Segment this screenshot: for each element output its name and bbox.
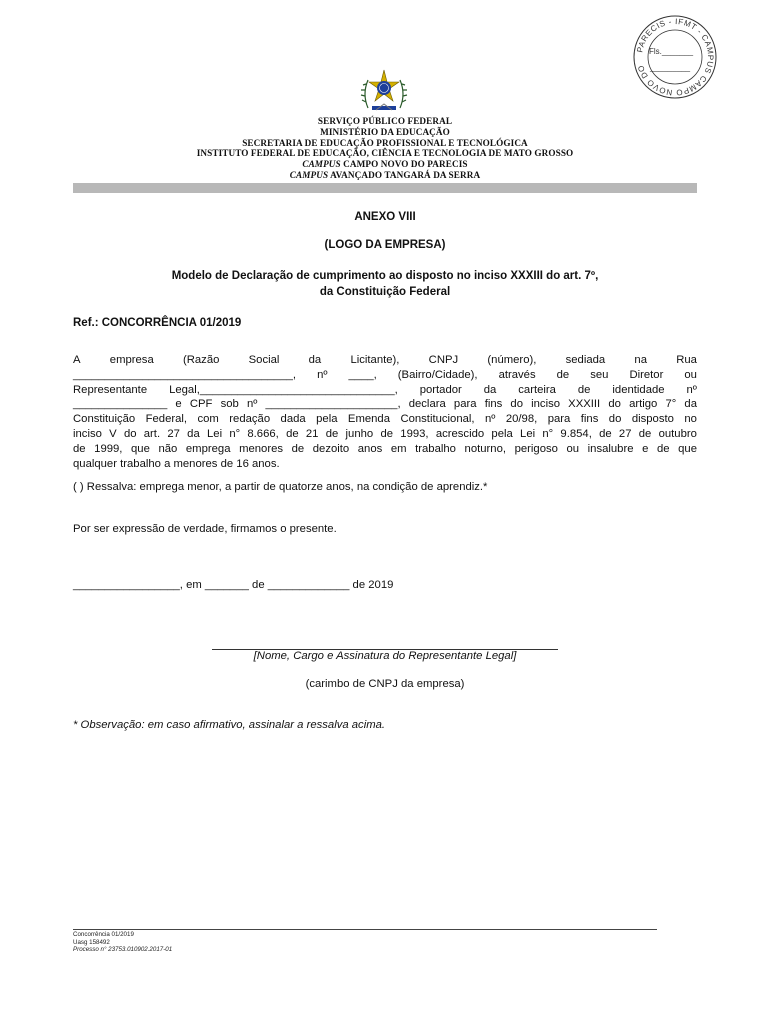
- body-word: da: [308, 354, 322, 366]
- header-line-1: SERVIÇO PÚBLICO FEDERAL: [317, 116, 453, 126]
- observation-note: * Observação: em caso afirmativo, assinalar a ressalva acima.: [73, 719, 386, 731]
- body-word: Lei: [520, 427, 536, 440]
- protocol-stamp: [632, 14, 718, 100]
- body-word: 1993,: [400, 427, 429, 440]
- body-word: ou: [566, 442, 580, 455]
- body-word: trabalho: [415, 442, 456, 455]
- body-word: _____________________,: [265, 398, 401, 411]
- body-line: [73, 368, 697, 383]
- body-word: inciso: [73, 427, 102, 440]
- body-word: fins: [580, 413, 599, 426]
- brazil-coat-of-arms-icon: [358, 68, 410, 114]
- body-line-last: qualquer trabalho a menores de 16 anos.: [73, 457, 280, 470]
- body-word: 1999,: [94, 442, 123, 455]
- body-word: do: [123, 427, 137, 440]
- body-word: 27: [167, 427, 180, 440]
- stamp-ring-text: PARECIS - IFMT - CAMPUS CAMPO NOVO DO: [635, 16, 716, 98]
- body-word: disposto: [631, 413, 674, 426]
- body-word: Social: [248, 354, 280, 366]
- body-word: da: [684, 398, 697, 411]
- body-word: da: [483, 383, 497, 396]
- place-date-line[interactable]: _________________, em _______ de _____________ de 2019: [73, 579, 394, 591]
- body-word: (número),: [487, 354, 537, 366]
- body-word: nº: [317, 368, 328, 381]
- body-word: que: [678, 442, 697, 455]
- body-word: n°: [542, 427, 554, 440]
- body-word: Legal,_______________________________,: [169, 383, 398, 396]
- header-line-5-rest: CAMPO NOVO DO PARECIS: [340, 159, 468, 170]
- body-word: para: [547, 413, 571, 426]
- body-word: Emenda: [347, 413, 390, 426]
- body-word: emprega: [185, 442, 231, 455]
- body-word: sediada: [565, 354, 606, 366]
- body-word: 8.666,: [247, 427, 279, 440]
- body-word: art.: [143, 427, 161, 440]
- body-word: Diretor: [629, 368, 664, 381]
- body-word: e: [175, 398, 182, 411]
- declaration-body: [73, 353, 697, 471]
- body-word: (Bairro/Cidade),: [397, 368, 478, 381]
- body-word: Rua: [676, 354, 697, 366]
- body-word: com: [197, 413, 219, 426]
- body-word: ___________________________________,: [73, 368, 297, 381]
- body-word: anos: [357, 442, 383, 455]
- body-word: através: [498, 368, 536, 381]
- body-word: Constituição: [73, 413, 136, 426]
- header-line-5-campus: CAMPUS: [302, 159, 341, 170]
- body-word: Lei: [207, 427, 223, 440]
- body-word: dada: [280, 413, 306, 426]
- body-word: de: [380, 427, 394, 440]
- signature-caption: [Nome, Cargo e Assinatura do Representante Legal]: [253, 650, 517, 662]
- reference-line: Ref.: CONCORRÊNCIA 01/2019: [73, 317, 242, 329]
- body-word: insalubre: [587, 442, 634, 455]
- body-word: fins: [484, 398, 503, 411]
- body-word: dezoito: [312, 442, 350, 455]
- body-word: artigo: [629, 398, 658, 411]
- body-word: de: [638, 427, 652, 440]
- body-word: n°: [229, 427, 241, 440]
- body-word: de: [325, 427, 339, 440]
- body-line: [73, 442, 697, 457]
- body-word: CPF: [189, 398, 213, 411]
- body-word: A: [73, 354, 81, 366]
- body-word: e: [642, 442, 649, 455]
- body-word: pela: [316, 413, 338, 426]
- body-word: seu: [590, 368, 609, 381]
- body-word: Constitucional,: [400, 413, 475, 426]
- body-word: identidade: [612, 383, 665, 396]
- body-word: XXXIII: [568, 398, 601, 411]
- body-word: empresa: [109, 354, 154, 366]
- footer-line-3: [73, 946, 172, 954]
- header-line-3: SECRETARIA DE EDUCAÇÃO PROFISSIONAL E TECNOLÓGICA: [242, 137, 528, 148]
- body-word: 21: [305, 427, 319, 440]
- body-word: outubro: [658, 427, 697, 440]
- body-word: CNPJ: [428, 354, 459, 366]
- body-word: da: [187, 427, 200, 440]
- ressalva-checkbox-line[interactable]: ( ) Ressalva: emprega menor, a partir de quatorze anos, na condição de aprendiz.*: [73, 481, 488, 493]
- body-word: em: [390, 442, 407, 455]
- body-word: declara: [408, 398, 446, 411]
- declaration-title: [0, 268, 770, 300]
- body-word: do: [608, 398, 621, 411]
- header-line-6-campus: CAMPUS: [289, 169, 329, 180]
- body-word: Federal,: [145, 413, 188, 426]
- body-word: pela: [491, 427, 513, 440]
- company-logo-placeholder: (LOGO DA EMPRESA): [324, 239, 446, 251]
- body-word: acrescido: [435, 427, 485, 440]
- svg-text:PARECIS - IFMT - CAMPUS CAMPO: [635, 17, 715, 97]
- body-word: Licitante),: [350, 354, 400, 366]
- body-word: junho: [345, 427, 374, 440]
- body-word: inciso: [531, 398, 561, 411]
- body-word: 9.854,: [560, 427, 592, 440]
- body-word: nº: [246, 398, 258, 411]
- body-word: de: [656, 442, 670, 455]
- institution-header: [0, 116, 770, 181]
- body-word: de: [286, 427, 299, 440]
- body-word: 27: [618, 427, 632, 440]
- footer-line-2: Uasg 158492: [73, 938, 110, 946]
- body-line: [73, 427, 697, 442]
- body-line: [73, 383, 697, 398]
- cnpj-stamp-caption: (carimbo de CNPJ da empresa): [305, 678, 465, 690]
- footer-info: [73, 931, 172, 954]
- body-word: de: [73, 442, 86, 455]
- footer-line-1: Concorrência 01/2019: [73, 931, 134, 938]
- body-word: no: [684, 413, 697, 426]
- body-word: V: [109, 427, 117, 440]
- body-word: 7°: [665, 398, 677, 411]
- body-word: sob: [220, 398, 239, 411]
- truth-statement: Por ser expressão de verdade, firmamos o presente.: [73, 523, 337, 535]
- body-word: noturno,: [464, 442, 506, 455]
- body-line: [73, 397, 697, 412]
- body-word: de: [556, 368, 570, 381]
- body-word: carteira: [518, 383, 556, 396]
- body-word: ____,: [348, 368, 377, 381]
- header-line-6: [0, 170, 770, 181]
- body-word: que: [131, 442, 150, 455]
- annex-title: ANEXO VIII: [354, 211, 416, 223]
- header-line-4: INSTITUTO FEDERAL DE EDUCAÇÃO, CIÊNCIA E TECNOLOGIA DE MATO GROSSO: [196, 148, 574, 159]
- body-word: Representante: [73, 383, 148, 396]
- body-word: perigoso: [514, 442, 558, 455]
- body-word: na: [634, 354, 647, 366]
- body-word: 20/98,: [505, 413, 538, 426]
- body-word: redação: [229, 413, 271, 426]
- body-word: não: [158, 442, 178, 455]
- footer-process-number: Processo n° 23753.010902.2017-01: [73, 946, 173, 954]
- header-line-6-rest: AVANÇADO TANGARÁ DA SERRA: [328, 169, 481, 180]
- body-word: (Razão: [182, 354, 220, 366]
- header-line-5: [0, 159, 770, 170]
- body-word: de: [599, 427, 612, 440]
- body-word: nº: [686, 383, 697, 396]
- body-word: nº: [484, 413, 496, 426]
- declaration-title-line-2: da Constituição Federal: [319, 286, 451, 298]
- declaration-title-line-1: Modelo de Declaração de cumprimento ao disposto no inciso XXXIII do art. 7º,: [171, 270, 599, 282]
- body-word: ou: [684, 368, 697, 381]
- footer-divider: [73, 929, 657, 930]
- body-line: [73, 353, 697, 368]
- body-word: de: [291, 442, 305, 455]
- body-line: [73, 412, 697, 427]
- body-word: menores: [239, 442, 284, 455]
- body-word: para: [453, 398, 477, 411]
- body-word: portador: [419, 383, 462, 396]
- body-word: de: [577, 383, 591, 396]
- body-word: _______________: [73, 398, 168, 411]
- body-word: do: [510, 398, 523, 411]
- header-line-2: MINISTÉRIO DA EDUCAÇÃO: [320, 126, 450, 137]
- body-word: do: [608, 413, 622, 426]
- stamp-rubric-line: _________: [650, 63, 691, 72]
- header-divider-bar: [73, 183, 697, 193]
- stamp-fls-label: Fls._______: [649, 47, 694, 56]
